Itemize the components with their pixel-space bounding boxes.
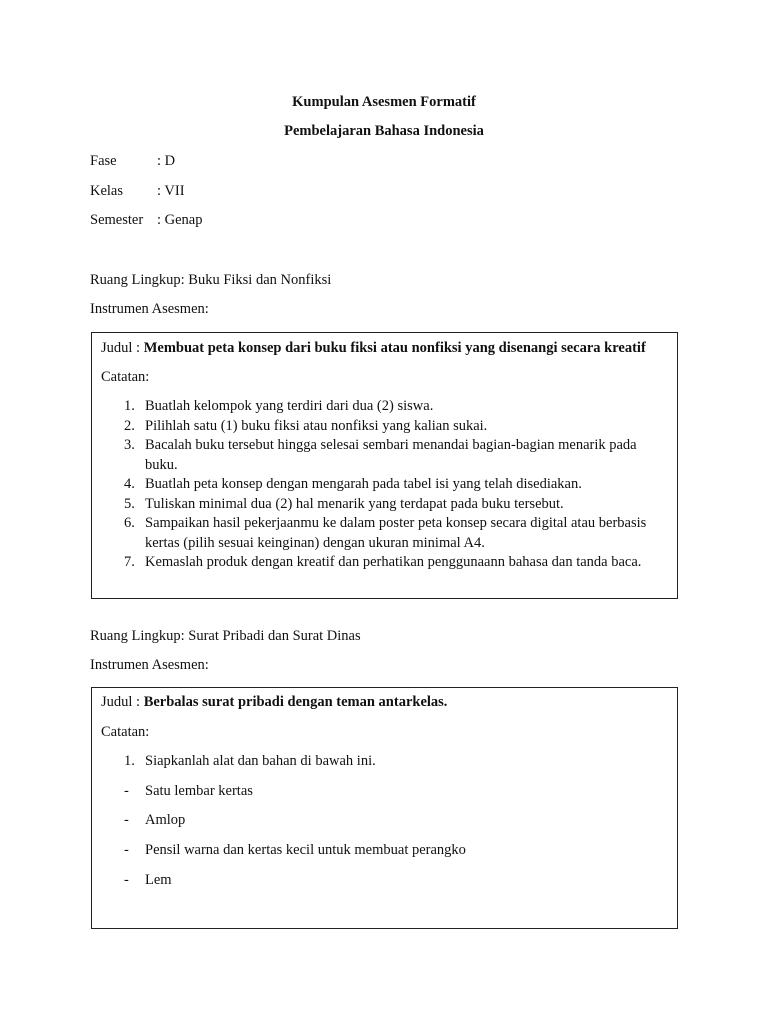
list-item bbox=[92, 417, 679, 437]
material-text: Lem bbox=[145, 872, 172, 888]
judul-text: Membuat peta konsep dari buku fiksi atau nonfiksi yang disenangi secara kreatif bbox=[143, 340, 646, 356]
list-item bbox=[92, 436, 679, 475]
section1-scope: Ruang Lingkup: Buku Fiksi dan Nonfiksi bbox=[90, 272, 332, 288]
list-text: Siapkanlah alat dan bahan di bawah ini. bbox=[145, 753, 376, 769]
material-text: Satu lembar kertas bbox=[145, 783, 253, 799]
meta-key: Kelas bbox=[90, 183, 124, 199]
section2-assessment-box bbox=[91, 687, 678, 929]
section1-judul bbox=[101, 338, 646, 358]
material-text: Amlop bbox=[145, 812, 186, 828]
meta-fase bbox=[90, 151, 175, 171]
section1-instrument: Instrumen Asesmen: bbox=[90, 301, 209, 317]
list-item bbox=[92, 514, 679, 553]
meta-value: : Genap bbox=[157, 212, 203, 228]
meta-key: Semester bbox=[90, 212, 144, 228]
section2-scope: Ruang Lingkup: Surat Pribadi dan Surat Dinas bbox=[90, 628, 361, 644]
meta-value: : VII bbox=[157, 183, 185, 199]
list-item bbox=[92, 553, 679, 573]
judul-prefix: Judul : bbox=[101, 694, 144, 710]
list-number: 6. bbox=[124, 515, 135, 531]
list-number: 5. bbox=[124, 495, 135, 512]
list-text: Kemaslah produk dengan kreatif dan perhatikan penggunaann bahasa dan tanda baca. bbox=[145, 554, 642, 570]
list-item bbox=[92, 475, 679, 495]
section2-judul bbox=[101, 692, 447, 712]
list-number: 1. bbox=[124, 753, 135, 769]
list-number: 7. bbox=[124, 554, 135, 570]
material-text: Pensil warna dan kertas kecil untuk membuat perangko bbox=[145, 842, 466, 858]
list-text: Sampaikan hasil pekerjaanmu ke dalam poster peta konsep secara digital atau berbasis kertas (pilih sesuai keinginan) dengan ukuran minimal A4. bbox=[145, 515, 647, 551]
list-number: 2. bbox=[124, 417, 135, 434]
meta-semester bbox=[90, 210, 203, 230]
section1-steps bbox=[92, 397, 679, 573]
meta-value: : D bbox=[157, 153, 176, 169]
meta-key: Fase bbox=[90, 153, 117, 169]
judul-text: Berbalas surat pribadi dengan teman antarkelas. bbox=[143, 694, 448, 710]
list-number: 4. bbox=[124, 476, 135, 492]
document-title: Kumpulan Asesmen Formatif bbox=[292, 94, 476, 110]
section1-catatan: Catatan: bbox=[101, 369, 150, 385]
list-number: 3. bbox=[124, 437, 135, 453]
list-item bbox=[92, 397, 679, 417]
section2-instrument: Instrumen Asesmen: bbox=[90, 657, 209, 673]
judul-prefix: Judul : bbox=[101, 340, 144, 356]
list-text: Tuliskan minimal dua (2) hal menarik yang terdapat pada buku tersebut. bbox=[145, 495, 564, 512]
section1-assessment-box bbox=[91, 332, 678, 599]
list-number: 1. bbox=[124, 398, 135, 414]
list-item bbox=[92, 495, 679, 515]
section2-catatan: Catatan: bbox=[101, 724, 150, 740]
dash-marker: - bbox=[124, 842, 129, 858]
dash-marker: - bbox=[124, 812, 129, 828]
list-text: Buatlah peta konsep dengan mengarah pada tabel isi yang telah disediakan. bbox=[145, 476, 582, 492]
meta-kelas bbox=[90, 181, 185, 201]
list-text: Buatlah kelompok yang terdiri dari dua (2) siswa. bbox=[145, 398, 434, 414]
document-subtitle: Pembelajaran Bahasa Indonesia bbox=[284, 123, 484, 139]
list-text: Pilihlah satu (1) buku fiksi atau nonfiksi yang kalian sukai. bbox=[145, 417, 488, 434]
dash-marker: - bbox=[124, 783, 129, 799]
dash-marker: - bbox=[124, 872, 129, 888]
list-text: Bacalah buku tersebut hingga selesai sembari menandai bagian-bagian menarik pada buku. bbox=[145, 437, 637, 473]
